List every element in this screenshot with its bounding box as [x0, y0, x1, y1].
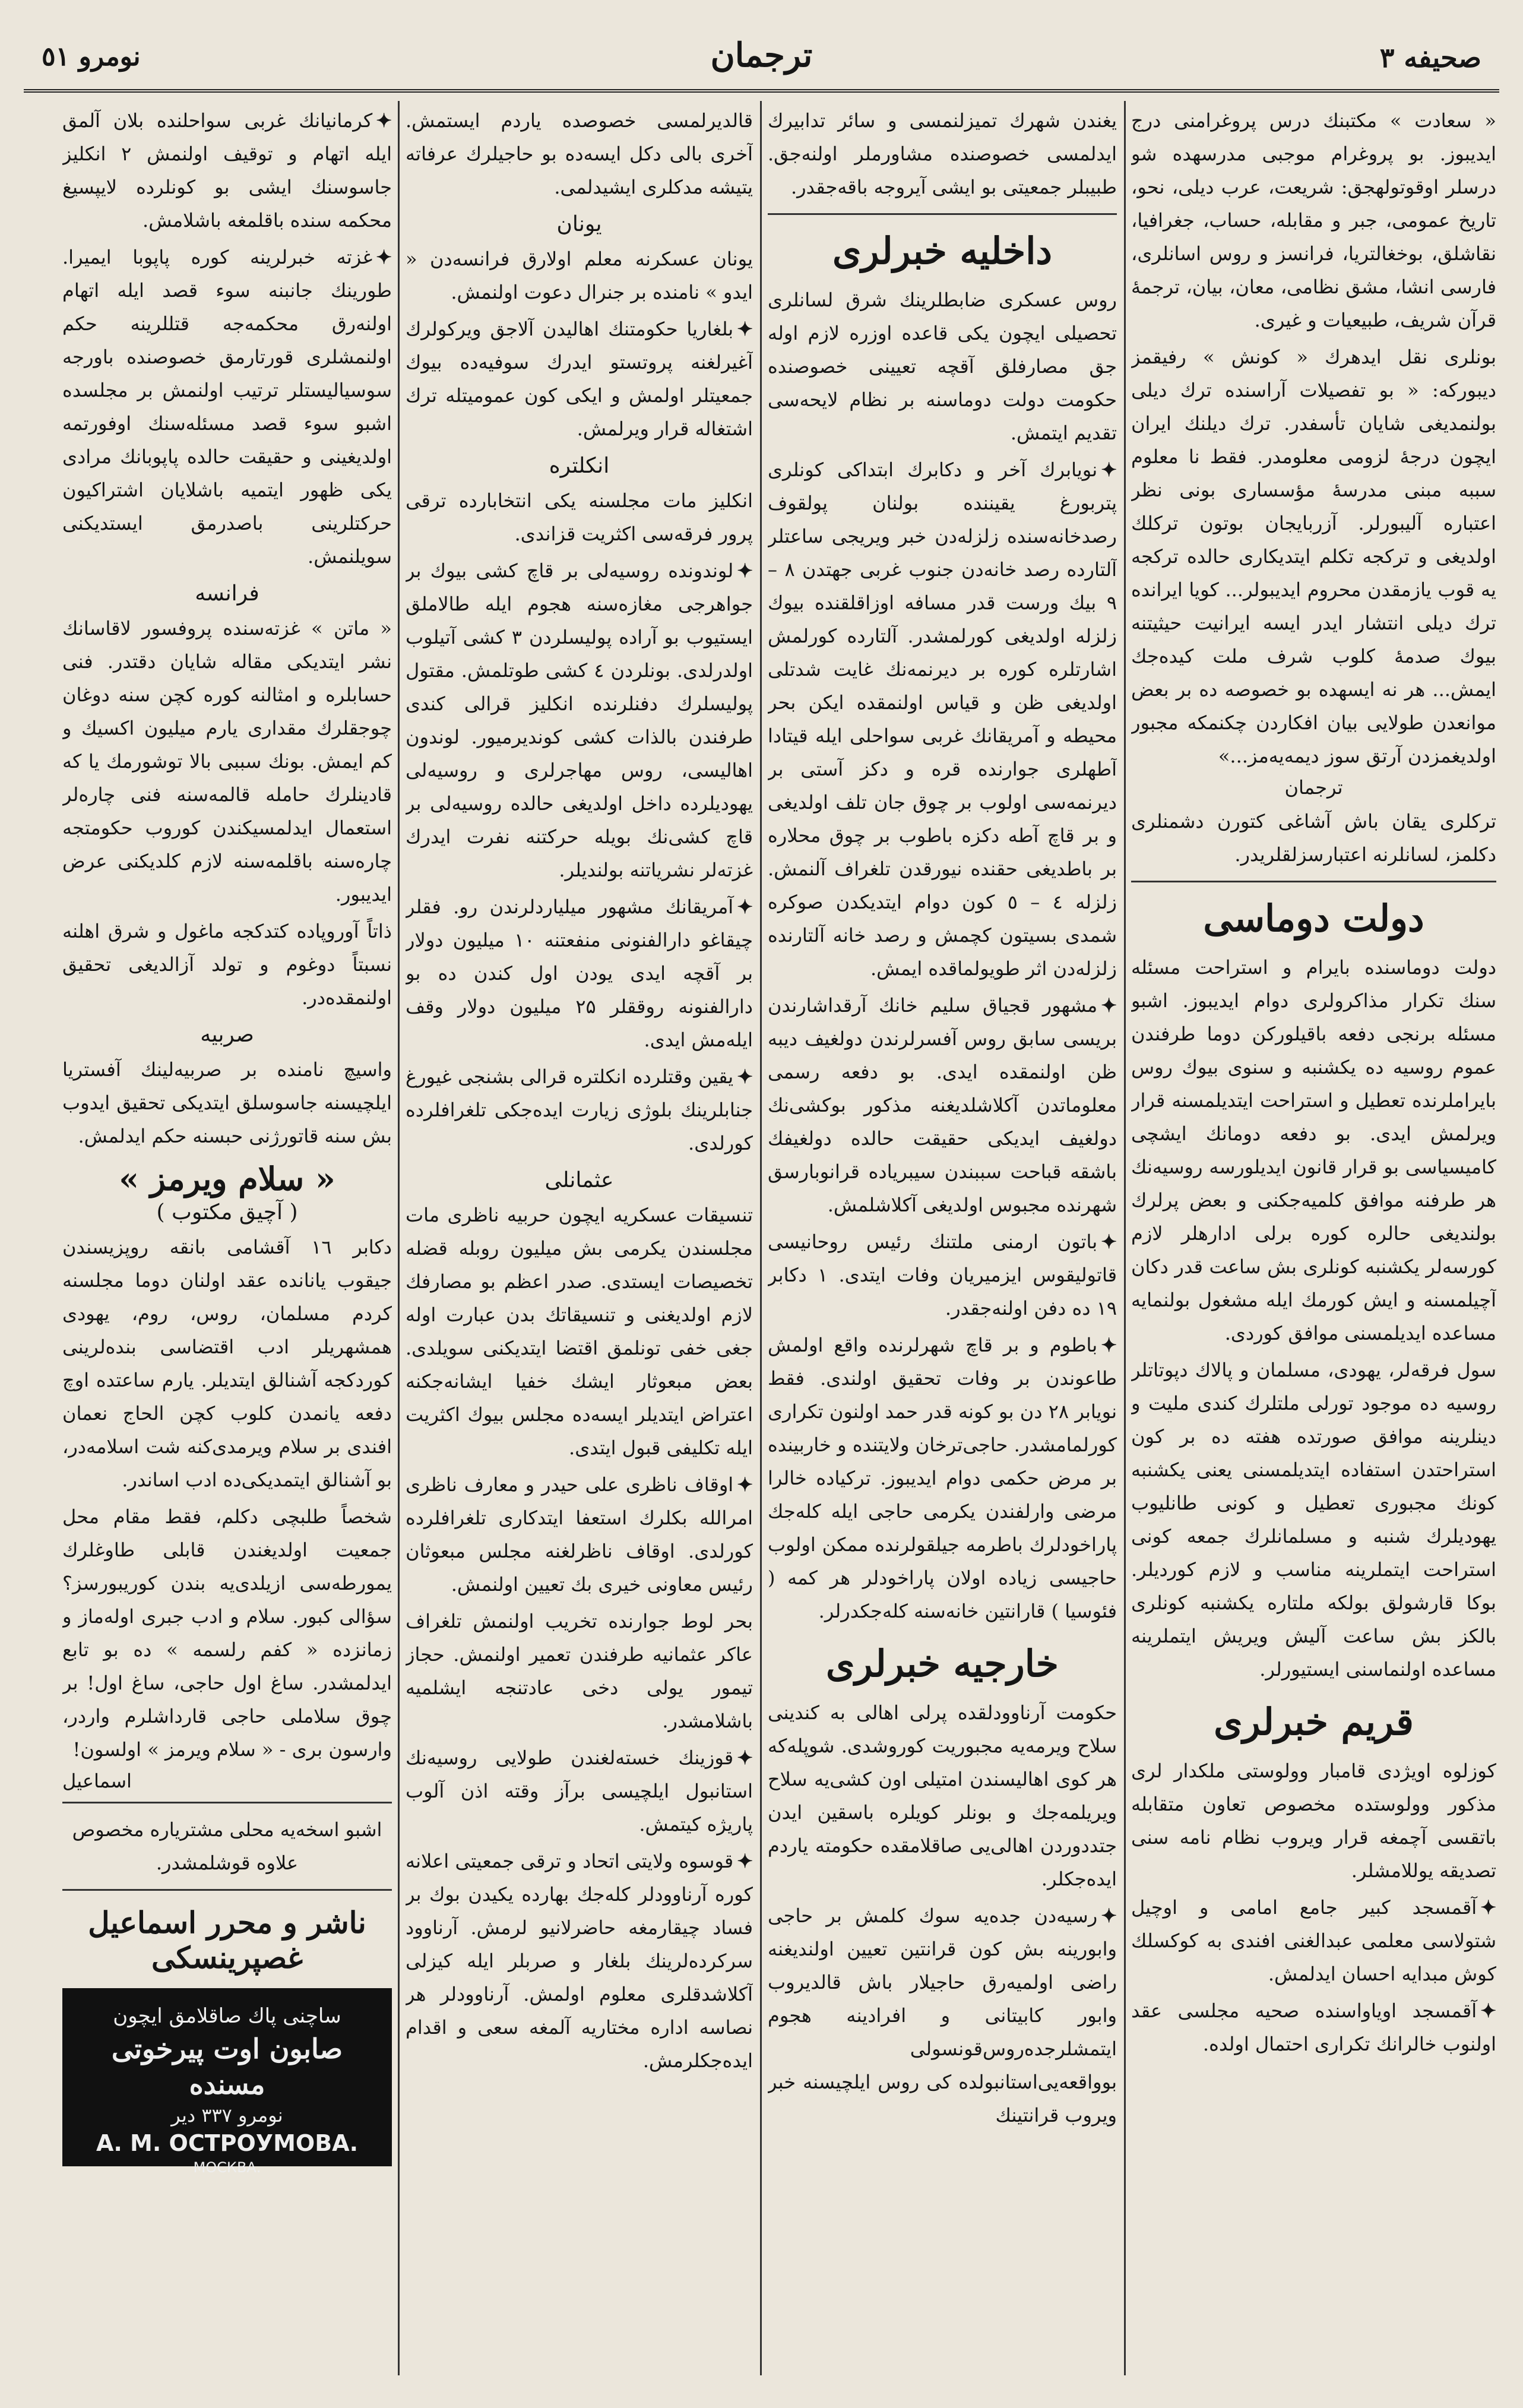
paragraph-text: یقین وقتلرده انکلتره قرالی بشنجی غیورغ جنابلرینك بلوژی زیارت ایده‌جکی تلغرافلرده کورلدی.	[406, 1065, 753, 1154]
letter-subheading: ( آچیق مکتوب )	[156, 1200, 298, 1224]
column-3	[406, 104, 753, 2360]
article-paragraph	[768, 1328, 1117, 1628]
article-paragraph: بونلری نقل ایدهرك « کونش » رفیقمز دیبورکه: « بو تفصیلات آراسنده ترك دیلی بولنمدیغی شایان تأسفدر. ترك دیلنك ایران ایچون درجهٔ لزومی معلومدر. فقط نا معلوم سببه مبنی مدرسهٔ مؤسساری بونی نظر اعتباره آلیبورلر. آزربایجان بوتون ترکلك اولدیغی و ترکجه تکلم ایتدیکاری حالده ترکجه یه قوب یازمقدن محروم ایدیبولر... کویا ایرانده ترك دیلی انتشار ایدر ایسه ایرانیت حیثیتنه بیوك صدمهٔ کلوب شرف ملت کیده‌جك ایمش... هر نه ایسهده بو خصوصه ده بر بعض موانعدن طولایی بیان افکاردن چکنمکه مجبور اولدیغمزدن آرتق سوز دیمه‌یه‌مز...»	[1131, 346, 1496, 767]
article-paragraph	[406, 1060, 753, 1160]
section-heading-duma: دولت دوماسی	[1203, 897, 1424, 940]
bullet-icon: ✦	[1480, 1896, 1496, 1919]
bullet-icon: ✦	[376, 246, 392, 268]
article-paragraph: کوزلوه اویژدی قامبار وولوستی ملکدار لری مذکور وولوستده مخصوص تعاون متقابله باتقسی آچمغه قرار ویروب نظام نامه سنی تصدیقه یوللامشلر.	[1131, 1760, 1496, 1882]
paragraph-text: آقمسجد اویاواسنده صحیه مجلسی عقد اولنوب خالرانك تکراری احتمال اولده.	[1131, 1999, 1496, 2055]
paragraph-text: غزته خبرلرینه کوره پاپوبا ایمیرا. طورینك جانبنه سوء قصد ایله اتهام اولنه‌رق محکمه‌جه قتللرینه حکم اولنمشلری قورتارمق خصوصنده باورجه سوسیالیستلر ترتیب اولنمش بر مجلسده اشبو سوء قصد مسئله‌سنك اوفورتمه اولدیغینی و حقیقت حالده پاپوبانك مرادی یکی ظهور ایتمیه باشلایان اشتراکیون حرکتلرینی باصدرمق ایستدیکنی سویلنمش.	[62, 246, 392, 568]
article-paragraph: دکابر ۱٦ آقشامی بانقه روپزیسندن جیقوب یانانده عقد اولنان دوما مجلسنه کردم مسلمان، روس، روم، یهودی همشهریلر ادب اقتضاسی بنده‌لرینی کوردکجه آشنالق ایتدیلر. یارم ساعتده اوچ دفعه یانمدن کلوب کچن الحاج نعمان افندی بر سلام ویرمدی‌کنه شت اسلامه‌در، بو آشنالق ایتمدیکی‌ده ادب اساندر.	[62, 1236, 392, 1491]
notice-paragraph: اشبو اسخه‌یه محلی مشتریاره مخصوص علاوه قوشلمشدر.	[72, 1818, 382, 1874]
bullet-icon: ✦	[737, 1473, 753, 1496]
article-paragraph	[406, 1844, 753, 2077]
section-heading-serbia: صربیه	[200, 1023, 254, 1047]
column-divider	[398, 101, 400, 2375]
paragraph-text: قوسوه ولایتی اتحاد و ترقی جمعیتی اعلانه کوره آرناوودلر کله‌جك بهارده یکیدن بوك بر فساد چیقارمغه حاضرلانیو لرمش. آرناوود سرکرده‌لرینك بلغار و صربلر ایله کیزلی آکلاشدقلری معلوم اولمش. آرناوودلر هر نصاسه اداره مختاریه آلمغه سعی و اقدام ایده‌جکلرمش.	[406, 1850, 753, 2072]
soap-advertisement	[62, 1988, 392, 2176]
article-paragraph: ذاتاً آوروپاده کتدکجه ماغول و شرق اهلنه نسبتاً دوغوم و تولد آزالدیغی تحقیق اولنمقده‌در.	[62, 920, 392, 1009]
article-paragraph	[406, 312, 753, 445]
paragraph-text: قوزینك خسته‌لغندن طولایی روسیه‌نك استانبول ایلچیسی برآز وقته اذن آلوب پاریژه کیتمش.	[406, 1746, 753, 1836]
newspaper-title: ترجمان	[710, 36, 813, 75]
article-paragraph	[768, 1899, 1117, 2132]
column-1	[1131, 104, 1496, 2360]
ad-line: نومرو ۳۳۷ دیر	[171, 2104, 283, 2127]
bullet-icon: ✦	[1101, 994, 1117, 1017]
article-paragraph	[406, 1468, 753, 1601]
ad-city: МОСКВА.	[193, 2159, 261, 2176]
article-paragraph: سول فرقه‌لر، یهودی، مسلمان و پالاك دپوتاتلر روسیه ده موجود تورلی ملتلرك کندی ملیت و دینلرینه موافق صورتده هفته ده بر کون استراحتدن استفاده ایتدیلمسنی یعنی یکشنبه کونك مجبوری تعطیل و کونی طانلیوب یهودیلرك شنبه و مسلمانلرك جمعه کونی استراحت ایتملرینه مناسب و لازم کوردیلر. بوکا قارشولق بولکه ملتاره یکشنبه کونلری بالکز بش ساعت آلیش ویریش ایتملرینه مساعده اولنماسنی ایستیورلر.	[1131, 1359, 1496, 1681]
paragraph-text: باطوم و بر قاچ شهرلرنده واقع اولمش طاعوندن بر وفات تحقیق اولندی. فقط نویابر ۲۸ دن بو کونه قدر حمد اولنون تکراری کورلمامشدر. حاجی‌ترخان ولایتنده و خاربینده بر مرض حکمی دوام ایدیبوز. ترکیاده خالرا مرضی وارلفندن یکرمی حاجی ایله کله‌جك پاراخودلرك باطرمه جیلقولرنده ممکن اولوب حاجیسی زیاده اولان پاراخودلر هر کمه ( فئوسیا ) قارانتین خانه‌سنه کله‌جکدرلر.	[768, 1334, 1117, 1622]
issue-number-label: نومرو ٥١	[42, 42, 141, 72]
paragraph-text: رسیه‌دن جده‌یه سوك کلمش بر حاجی وابورینه بش کون قرانتین تعیین اولندیغنه راضی اولمیه‌رق حاجیلار باش قالدیروب وابور کابیتانی و افرادینه هجوم ایتمشلرجده‌روس‌قونسولی بوواقعه‌یی‌استانبولده کی روس ایلچیسنه خبر ویروب قرانتینك	[768, 1904, 1117, 2127]
section-heading-ottoman: عثمانلی	[544, 1168, 614, 1192]
publisher-line: ناشر و محرر اسماعیل غصپرینسکی	[88, 1905, 366, 1975]
bullet-icon: ✦	[1101, 458, 1117, 481]
article-paragraph	[1131, 1994, 1496, 2061]
article-paragraph: یونان عسکرنه معلم اولارق فرانسه‌دن « ایدو » نامنده بر جنرال دعوت اولنمش.	[406, 248, 753, 303]
section-heading-greece: یونان	[556, 212, 602, 236]
header-rule	[24, 89, 1499, 93]
paragraph-text: اوقاف ناظری علی حیدر و معارف ناظری امرالله بکلرك استعفا ایتدکاری تلغرافلرده کورلدی. اوقاف ناظرلغنه مجلس مبعوثان رئیس معاونی خیری بك تعیین اولنمش.	[406, 1473, 753, 1596]
article-paragraph	[62, 104, 392, 237]
paragraph-text: آمریقانك مشهور میلیاردلرندن رو. فقلر چیقاغو دارالفنونی منفعتنه ۱۰ میلیون دولار بر آقچه ایدی یودن اول کندن ده بو دارالفنونه رو‌ققلر ۲۵ میلیون دولار وقف ایله‌مش ایدی.	[406, 896, 753, 1051]
paragraph-text: آقمسجد کبیر جامع امامی و اوچیل شتولاسی معلمی عبدالغنی افندی به کوکسلك کوش مبدایه احسان ایدلمش.	[1131, 1896, 1496, 1985]
article-paragraph: « سعادت » مکتبنك درس پروغرامنی درج ایدیبوز. بو پروغرام موجبی مدرسهده شو درسلر اوقوتولهجق: شریعت، عرب دیلی، نحو، تاریخ عمومی، جبر و مقابله، حساب، جغرافیا، نقاشلق، بوخغالتریا، فرانسز و روس اسانلری، فارسی انشا، مشق نظامی، معان، بیان، ترجمهٔ قرآن شریف، طبیعیات و غیری.	[1131, 109, 1496, 331]
column-4	[62, 104, 392, 2360]
column-divider	[1124, 101, 1126, 2375]
bullet-icon: ✦	[1480, 1999, 1496, 2022]
bullet-icon: ✦	[376, 109, 392, 132]
article-paragraph	[768, 453, 1117, 985]
paragraph-text: باتون ارمنی ملتنك رئیس روحانیسی قاتولیقوس ایزمیریان وفات ایتدی. ۱ دکابر ۱۹ ده دفن اولنه‌جقدر.	[768, 1230, 1117, 1320]
article-paragraph: واسیچ نامنده بر صربیه‌لینك آفستریا ایلچیسنه جاسوسلق ایتدیکی تحقیق ایدوب بش سنه قاتورژنی حبسنه حکم ایدلمش.	[62, 1058, 392, 1147]
article-paragraph: انکلیز مات مجلسنه یکی انتخابارده ترقی پرور فرقه‌سی اکثریت قزاندی.	[406, 489, 753, 545]
article-paragraph: یغندن شهرك تمیزلنمسی و سائر تدابیرك ایدلمسی خصوصنده مشاورملر اولنه‌جق. طبیبلر جمعیتی بو ایشی آیروجه باقه‌جقدر.	[768, 109, 1117, 198]
article-paragraph: شخصاً طلبچی دکلم، فقط مقام محل جمعیت اولدیغندن قابلی طاوغلرك یمورطه‌سی ازیلدی‌یه بندن کوریبورسز؟ سؤالی کبور. سلام و ادب جبری اوله‌ماز و زمانزده « کفم رلسمه » ده بو تابع ایدلمشدر. ساغ اول حاجی، ساغ اول! بر چوق سلاملی حاجی قارداشلرم واردر، وارسون بری - « سلام ویرمز » اولسون!	[62, 1505, 392, 1761]
signature: ترجمان	[1284, 776, 1343, 799]
article-paragraph	[768, 989, 1117, 1222]
bullet-icon: ✦	[737, 318, 753, 340]
paragraph-text: مشهور قجیاق سلیم خانك آرقداشارندن بریسی سابق روس آفسرلرندن دولغیف دیبه ظن اولنمقده ایدی. بو دفعه رسمی معلوماتدن آکلاشلدیغنه مذکور بوکشی‌نك دولغیف ایدیکی حقیقت حالده دولغیفك باشقه قباحت سببندن سیبریاده قرانوبارسق شهرنده مجبوس اولدیغی آکلاشلمش.	[768, 994, 1117, 1216]
column-divider	[760, 101, 762, 2375]
section-heading-crimea: قریم خبرلری	[1214, 1700, 1414, 1743]
paragraph-text: کرمانیانك غربی سواحلنده بلان آلمق ایله اتهام و توقیف اولنمش ۲ انکلیز جاسوسنك ایشی بو کونلرده لایپسیغ محکمه سنده باقلمغه باشلامش.	[62, 109, 392, 232]
page-header	[30, 36, 1493, 89]
section-rule	[62, 1889, 392, 1891]
paragraph-text: بلغاریا حکومتنك اهالیدن آلاجق ویرکولرك آغیرلغنه پروتستو ایدرك سوفیه‌ده بیوك جمعیتلر اولمش و ایکی کون عمومیتله ترك اشتغاله قرار ویرلمش.	[406, 318, 753, 440]
ad-line: صابون اوت پیرخوتی مسنده	[111, 2033, 343, 2100]
letter-heading: « سلام ویرمز »	[119, 1160, 335, 1198]
bullet-icon: ✦	[1101, 1230, 1117, 1253]
paragraph-text: لوندونده روسیه‌لی بر قاچ کشی بیوك بر جواهرجی مغازه‌سنه هجوم ایله طالاملق ایستیوب بو آراده پولیسلردن ۳ کشی آتیلوب اولدرلدی. بونلردن ٤ کشی طوتلمش. مقتول پولیسلرك دفنلرنده انکلیز قرالی کندی طرفندن بالذات کشی کوندیرمیور. لوندون اهالیسی، روس مهاجرلری و روسیه‌لی یهودیلرده داخل اولدیغی حالده روسیه‌لی بر قاچ کشی‌نك بویله حرکتنه نفرت ایدرك غزته‌لر نشریاتنه بولندیلر.	[406, 559, 753, 881]
article-paragraph	[406, 1741, 753, 1841]
section-heading-france: فرانسه	[195, 581, 259, 606]
section-heading-foreign: خارجیه خبرلری	[826, 1642, 1059, 1685]
section-rule	[1131, 881, 1496, 882]
article-paragraph	[62, 241, 392, 573]
article-paragraph: حکومت آرناوودلقده پرلی اهالی به کندینی سلاح ویرمه‌یه مجبوریت کوروشدی. شوپله‌که هر کوی اهالیسندن امتیلی اون کشی‌یه سلاح ویریلمه‌جك و بونلر کویلره باسقین ایدن جتددوردن اهالی‌یی صاقلامقده حکومته یاردم ایده‌جکلر.	[768, 1701, 1117, 1890]
article-paragraph: بحر لوط جوارنده تخریب اولنمش تلغراف عاکر عثمانیه طرفندن تعمیر اولنمش. حجاز تیمور یولی دخی عادتنجه ایشلمیه باشلامشدر.	[406, 1610, 753, 1732]
article-paragraph: قالدیرلمسی خصوصده یاردم ایستمش. آخری بالی دکل ایسه‌ده بو حاجیلرك عرفاته یتیشه مدکلری ایشیدلمی.	[406, 109, 753, 198]
bullet-icon: ✦	[737, 559, 753, 582]
bullet-icon: ✦	[737, 1065, 753, 1088]
article-paragraph: روس عسکری ضابطلرینك شرق لسانلری تحصیلی ایچون یکی قاعده اوزره لازم اوله جق مصارفلق آقچه تعیینی خصوصنده حکومت دولت دوماسنه بر نظام لایحه‌سی تقدیم ایتمش.	[768, 289, 1117, 444]
article-paragraph: ترکلری یقان باش آشاغی کتورن دشمنلری دکلمز، لسانلرنه اعتبارسزلقلریدر.	[1131, 810, 1496, 866]
page-number-label: صحیفه ۳	[1379, 42, 1481, 74]
bullet-icon: ✦	[737, 1850, 753, 1872]
article-paragraph	[768, 1225, 1117, 1325]
article-paragraph	[406, 554, 753, 887]
bullet-icon: ✦	[737, 1746, 753, 1769]
article-paragraph: دولت دوماسنده بایرام و استراحت مسئله سنك تکرار مذاکرولری دوام ایدیبوز. اشبو مسئله برنجی دفعه باقیلورکن دوما طرفندن عموم روسیه ده یکشنبه و سنوی بیوك روس بایراملرنده تعطیل و استراحت ایتدیلمسنه قرار ویرلمش ایدی. بو دفعه دومانك ایشچی کامیسیاسی بو قرار قانون ایدیلورسه روسیه‌نك هر طرفنه موافق کلمیه‌جکنی و بعض پرلرك بولندیغی حالره کوره برلی ادارهلر لازم کورسه‌لر یکشنبه کونلری بش ساعت قدر دکان آچیلمسنه و ایش کورمك ایله مشغول بولنمایه مساعده ایدیلمسنی موافق کوردی.	[1131, 956, 1496, 1344]
ad-company-name: А. М. ОСТРОУМОВА.	[96, 2130, 359, 2156]
article-paragraph: « ماتن » غزته‌سنده پروفسور لاقاسانك نشر ایتدیکی مقاله شایان دقتدر. فنی حسابلره و امثالنه کوره کچن سنه دوغان چوجقلرك مقداری یارم میلیون اکسیك و کم ایمش. بونك سببی بالا توشورمك یا که قادینلرك حامله قالمه‌سنه فنی چاره‌لر استعمال ایدلمسیکندن کوروب حکومتجه چاره‌سنه باقلمه‌سنه لازم کلدیکنی عرض ایدیبور.	[62, 617, 392, 906]
section-heading-domestic: داخلیه خبرلری	[832, 229, 1053, 273]
article-paragraph	[406, 890, 753, 1056]
bullet-icon: ✦	[737, 896, 753, 918]
bullet-icon: ✦	[1101, 1334, 1117, 1356]
section-rule	[62, 1802, 392, 1803]
signature: اسماعیل	[62, 1770, 132, 1792]
column-2	[768, 104, 1117, 2360]
section-rule	[768, 213, 1117, 215]
article-paragraph	[1131, 1891, 1496, 1991]
section-heading-england: انکلتره	[549, 454, 610, 478]
bullet-icon: ✦	[1101, 1904, 1117, 1927]
ad-line: ساچنی پاك صاقلامق ایچون	[113, 2004, 341, 2028]
article-paragraph: تنسیقات عسکریه ایچون حربیه ناظری مات مجلسندن یکرمی بش میلیون روبله قضله تخصیصات ایستدی. صدر اعظم بو مصارفك لازم اولدیغنی و تنسیقاتك بدن عبارت اوله جغی خفی تونلمق اقتضا ایتدیکنی سویلدی. بعض مبعوثار ایشك خفیا ایشانه‌جکنه اعتراض ایتدیلر ایسه‌ده مجلس بیوك اکثریت ایله تکلیفی قبول ایتدی.	[406, 1204, 753, 1459]
paragraph-text: نویابرك آخر و دکابرك ابتداکی کونلری پتربورغ یقیننده بولنان پولقوف رصدخانه‌سنده زلزله‌دن خبر ویریجی ساعتلر آلتارده رصد خانه‌دن جنوب غربی جهتدن ۸ – ۹ بیك ورست قدر مسافه اوزاقلقنده بیوك زلزله اولدیغی کورلمشدر. آلتارده کورلمش اشارتلره کوره بر دیرنمه‌نك غایت شدتلی اولدیغی ظن و قیاس اولنمقده ایکن بحر محیطه و آمریقانك غربی سواحلی ایله قیتادا آطهلری جوارنده قره و دکز آستی بر دیرنمه‌سی اولوب بر چوق جان تلف اولدیغی و بر قاچ آطه دکزه باطوب بر چوق محلاره بر باطدیغی حقنده نیورقدن تلغراف آلنمش. زلزله ٤ – ٥ کون دوام ایتدیکدن صوکره شمدی بسیتون کچمش و رصد خانه آلتارنده زلزله‌دن اثر طویولماقده ایمش.	[768, 458, 1117, 980]
